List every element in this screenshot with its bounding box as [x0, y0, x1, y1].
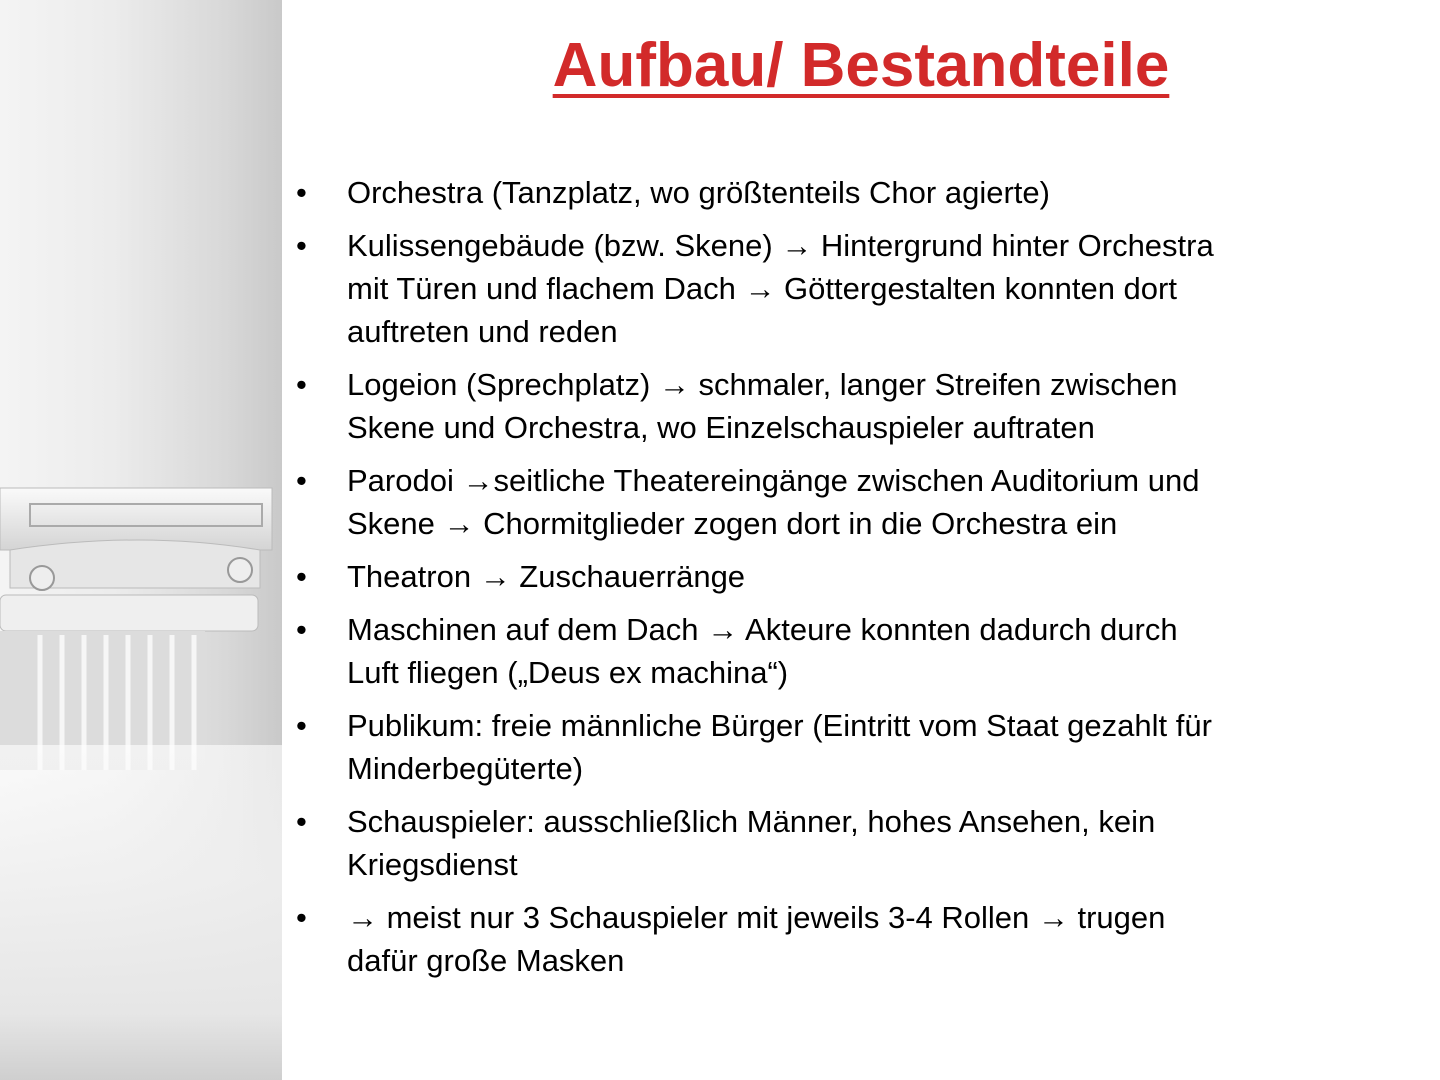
- bullet-icon: •: [296, 708, 307, 743]
- list-item-text: Schauspieler: ausschließlich Männer, hohes Ansehen, kein: [347, 804, 1156, 839]
- list-item: [296, 171, 1214, 214]
- list-item: [296, 608, 1214, 694]
- list-item: [296, 459, 1214, 545]
- list-item-text: Orchestra (Tanzplatz, wo größtenteils Chor agierte): [347, 175, 1050, 210]
- bullet-icon: •: [296, 367, 307, 402]
- list-item-text: Theatron → Zuschauerränge: [347, 559, 746, 594]
- list-item: [296, 224, 1214, 353]
- list-item-text: auftreten und reden: [347, 314, 618, 349]
- list-item-text: Logeion (Sprechplatz) → schmaler, langer Streifen zwischen: [347, 367, 1178, 402]
- list-item-text: Publikum: freie männliche Bürger (Eintritt vom Staat gezahlt für: [347, 708, 1212, 743]
- greek-column-image: [0, 470, 282, 770]
- bullet-icon: •: [296, 228, 307, 263]
- list-item-text: → meist nur 3 Schauspieler mit jeweils 3-4 Rollen → trugen: [347, 900, 1166, 935]
- list-item-text: Parodoi →seitliche Theatereingänge zwischen Auditorium und: [347, 463, 1200, 498]
- list-item: [296, 800, 1214, 886]
- list-item-text: mit Türen und flachem Dach → Göttergestalten konnten dort: [347, 271, 1177, 306]
- list-item-text: Minderbegüterte): [347, 751, 584, 786]
- list-item-text: Skene → Chormitglieder zogen dort in die Orchestra ein: [347, 506, 1118, 541]
- list-item: [296, 363, 1214, 449]
- bullet-icon: •: [296, 463, 307, 498]
- list-item-text: Skene und Orchestra, wo Einzelschauspieler auftraten: [347, 410, 1095, 445]
- bullet-icon: •: [296, 612, 307, 647]
- list-item-text: dafür große Masken: [347, 943, 625, 978]
- slide-title-text: Aufbau/ Bestandteile: [552, 31, 1170, 100]
- list-item-text: Maschinen auf dem Dach → Akteure konnten dadurch durch: [347, 612, 1178, 647]
- list-item-text: Kulissengebäude (bzw. Skene) → Hintergrund hinter Orchestra: [347, 228, 1214, 263]
- list-item: [296, 555, 1214, 598]
- decorative-side-panel: [0, 0, 282, 1080]
- list-item: [296, 704, 1214, 790]
- floor-reflection: [0, 745, 282, 1080]
- bullet-list: [296, 171, 1214, 992]
- bullet-icon: •: [296, 804, 307, 839]
- bullet-icon: •: [296, 900, 307, 935]
- list-item-text: Kriegsdienst: [347, 847, 518, 882]
- list-item-text: Luft fliegen („Deus ex machina“): [347, 655, 789, 690]
- bullet-icon: •: [296, 559, 307, 594]
- bullet-icon: •: [296, 175, 307, 210]
- list-item: [296, 896, 1214, 982]
- slide-title: [282, 30, 1440, 101]
